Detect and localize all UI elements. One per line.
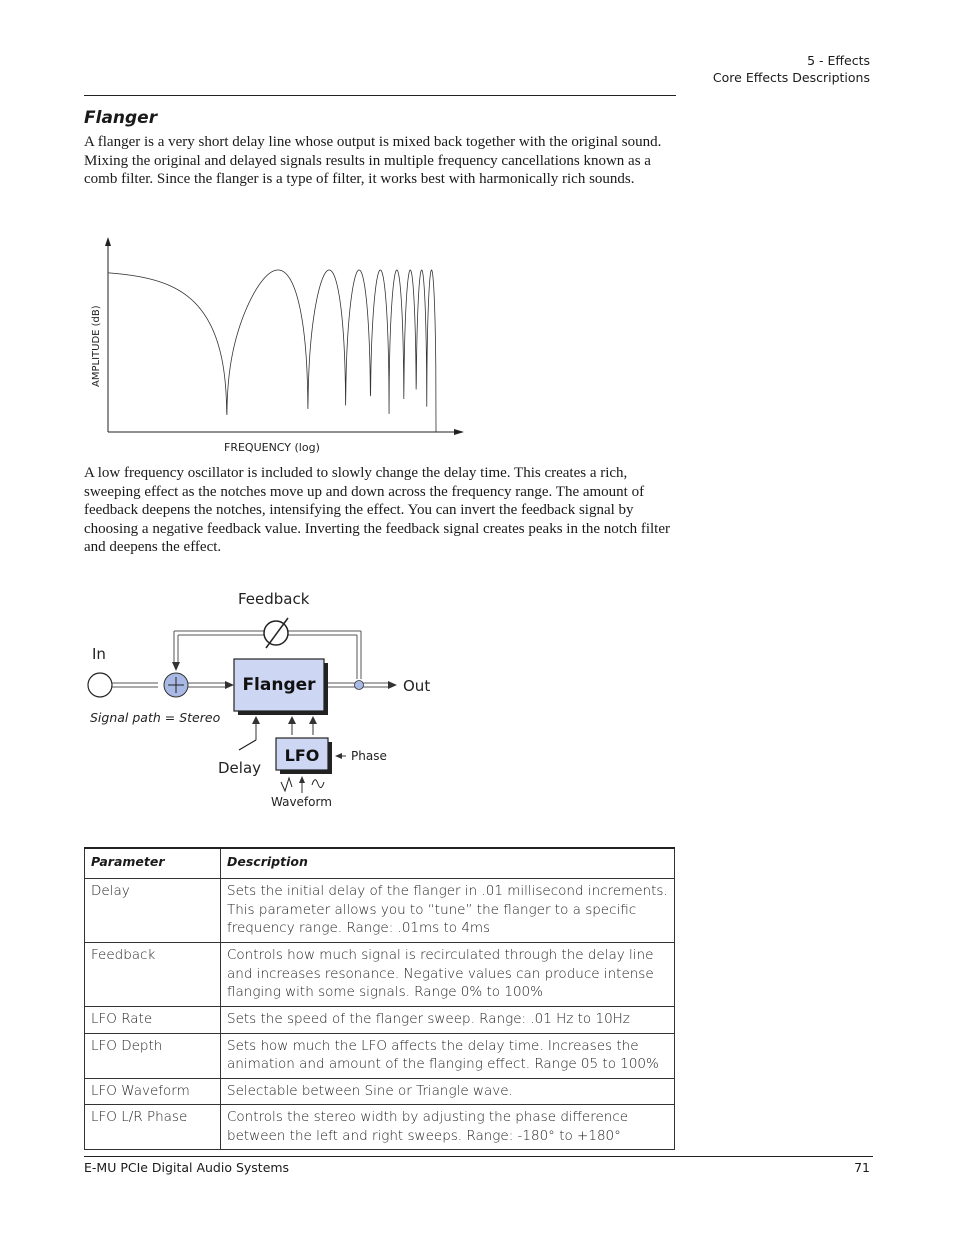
triangle-wave-icon [281, 778, 292, 791]
footer-title: E-MU PCIe Digital Audio Systems [84, 1160, 290, 1175]
intro-paragraph: A flanger is a very short delay line whose output is mixed back together with the original sound. Mixing the original and delayed signals results in multiple frequency cancellations known as a comb filter. Since the flanger is a type of filter, it works best with harmonically rich sounds. [84, 134, 662, 187]
out-label: Out [403, 677, 431, 695]
param-description: Controls how much signal is recirculated through the delay line and increases resonance. Negative values can produce intense flanging with some signals. Range 0% to 100% [221, 943, 675, 1007]
lfo-arrow-1 [288, 716, 296, 724]
lfo-block-label: LFO [284, 746, 320, 765]
param-description: Sets the initial delay of the flanger in .01 millisecond increments. This parameter allows you to “tune” the flanger to a specific frequency range. Range: .01ms to 4ms [221, 879, 675, 943]
param-name: LFO Depth [85, 1033, 221, 1078]
x-axis-arrow [454, 429, 464, 435]
feedback-knob-icon [264, 621, 288, 645]
header-description: Description [221, 848, 675, 879]
param-description: Selectable between Sine or Triangle wave. [221, 1078, 675, 1105]
out-arrow [388, 681, 397, 689]
signal-path-note: Signal path = Stereo [90, 710, 221, 725]
comb-ylabel: AMPLITUDE (dB) [91, 305, 102, 387]
table-header-row [85, 848, 675, 879]
table-row [85, 879, 675, 943]
param-name: LFO Waveform [85, 1078, 221, 1105]
flanger-block-diagram [84, 585, 454, 820]
sine-wave-icon [312, 780, 324, 788]
delay-knob-line [239, 740, 256, 750]
comb-xlabel: FREQUENCY (log) [224, 441, 320, 454]
table-row [85, 1033, 675, 1078]
phase-label: Phase [351, 749, 387, 763]
comb-axes [105, 237, 464, 435]
param-name: Feedback [85, 943, 221, 1007]
param-name: LFO L/R Phase [85, 1105, 221, 1150]
section-title: Flanger [84, 108, 158, 128]
footer-rule [84, 1156, 873, 1157]
param-description: Controls the stereo width by adjusting the phase difference between the left and right sweeps. Range: -180° to +180° [221, 1105, 675, 1150]
header-chapter: 5 - Effects [807, 53, 870, 68]
header-rule [84, 95, 676, 96]
table-row [85, 1105, 675, 1150]
in-label: In [92, 645, 106, 663]
lfo-paragraph: A low frequency oscillator is included to slowly change the delay time. This creates a rich, sweeping effect as the notches move up and down across the frequency range. The amount of feedback deepens the notches, intensifying the effect. You can invert the feedback signal by choosing a negative feedback value. Inverting the feedback signal creates peaks in the notch filter and deepens the effect. [84, 465, 671, 555]
waveform-arrow [299, 776, 305, 783]
param-name: LFO Rate [85, 1007, 221, 1034]
to-flanger-arrow [225, 681, 234, 689]
feedback-label: Feedback [238, 590, 310, 608]
parameter-table [84, 847, 675, 1150]
waveform-label: Waveform [271, 795, 332, 809]
page-header [713, 52, 870, 86]
table-row [85, 1078, 675, 1105]
param-name: Delay [85, 879, 221, 943]
page-number: 71 [854, 1160, 870, 1175]
delay-arrow [252, 716, 260, 724]
phase-arrow [335, 753, 342, 759]
flanger-block-label: Flanger [242, 675, 316, 695]
feedback-arrow [172, 662, 180, 671]
lfo-arrow-2 [309, 716, 317, 724]
table-row [85, 943, 675, 1007]
table-row [85, 1007, 675, 1034]
comb-filter-figure [84, 232, 474, 457]
delay-label: Delay [218, 759, 262, 777]
comb-filter-curve [108, 270, 436, 432]
y-axis-arrow [105, 237, 111, 246]
header-section: Core Effects Descriptions [712, 70, 870, 85]
header-parameter: Parameter [85, 848, 221, 879]
param-description: Sets the speed of the flanger sweep. Range: .01 Hz to 10Hz [221, 1007, 675, 1034]
input-port [88, 673, 112, 697]
output-junction [355, 681, 364, 690]
param-description: Sets how much the LFO affects the delay time. Increases the animation and amount of the flanging effect. Range 05 to 100% [221, 1033, 675, 1078]
